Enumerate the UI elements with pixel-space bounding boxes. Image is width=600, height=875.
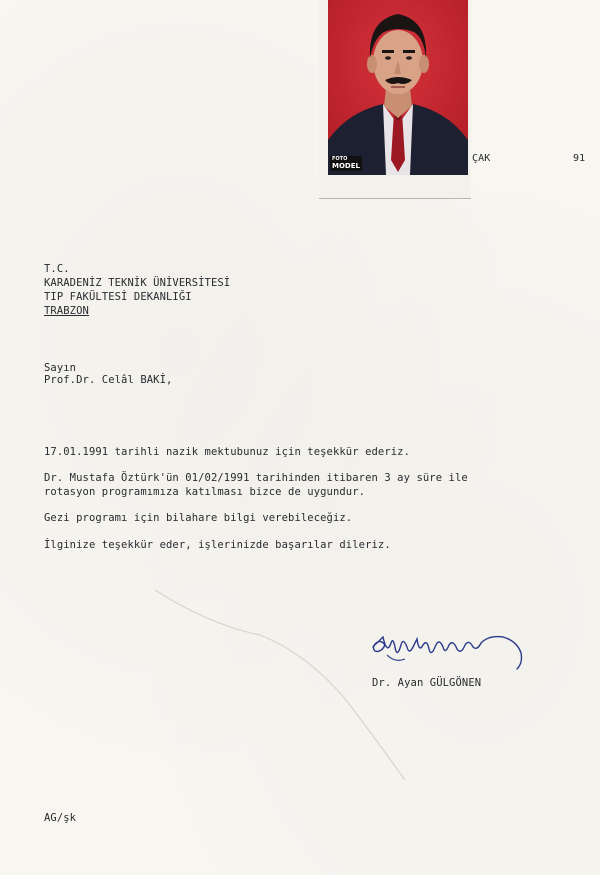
body-paragraph-3: Gezi programı için bilahare bilgi verebileceğiz. <box>44 512 353 524</box>
photo-studio-mark <box>330 156 362 171</box>
typist-initials: AG/şk <box>44 812 77 824</box>
paper-crease <box>150 585 410 785</box>
handwritten-signature <box>365 625 530 675</box>
salutation-name: Prof.Dr. Celâl BAKİ, <box>44 374 173 386</box>
addressee-university: KARADENİZ TEKNİK ÜNİVERSİTESİ <box>44 277 231 289</box>
reference-code-left: ÇAK <box>472 153 491 164</box>
signatory-name: Dr. Ayan GÜLGÖNEN <box>372 677 482 689</box>
body-paragraph-2-line-1: Dr. Mustafa Öztürk'ün 01/02/1991 tarihinden itibaren 3 ay süre ile <box>44 472 468 484</box>
body-paragraph-4: İlginize teşekkür eder, işlerinizde başarılar dileriz. <box>44 539 391 551</box>
photo-studio-mark-main: MODEL <box>332 162 360 170</box>
addressee-faculty: TIP FAKÜLTESİ DEKANLIĞI <box>44 291 192 303</box>
addressee-country: T.C. <box>44 263 70 275</box>
body-paragraph-2-line-2: rotasyon programımıza katılması bizce de uygundur. <box>44 486 366 498</box>
addressee-city: TRABZON <box>44 305 89 317</box>
portrait-image <box>328 0 468 175</box>
salutation-greeting: Sayın <box>44 362 77 374</box>
reference-year: 91 <box>573 153 586 164</box>
photo-studio-mark-small: FOTO <box>332 156 348 162</box>
portrait-photo <box>328 0 468 175</box>
body-paragraph-1: 17.01.1991 tarihli nazik mektubunuz için teşekkür ederiz. <box>44 446 411 458</box>
